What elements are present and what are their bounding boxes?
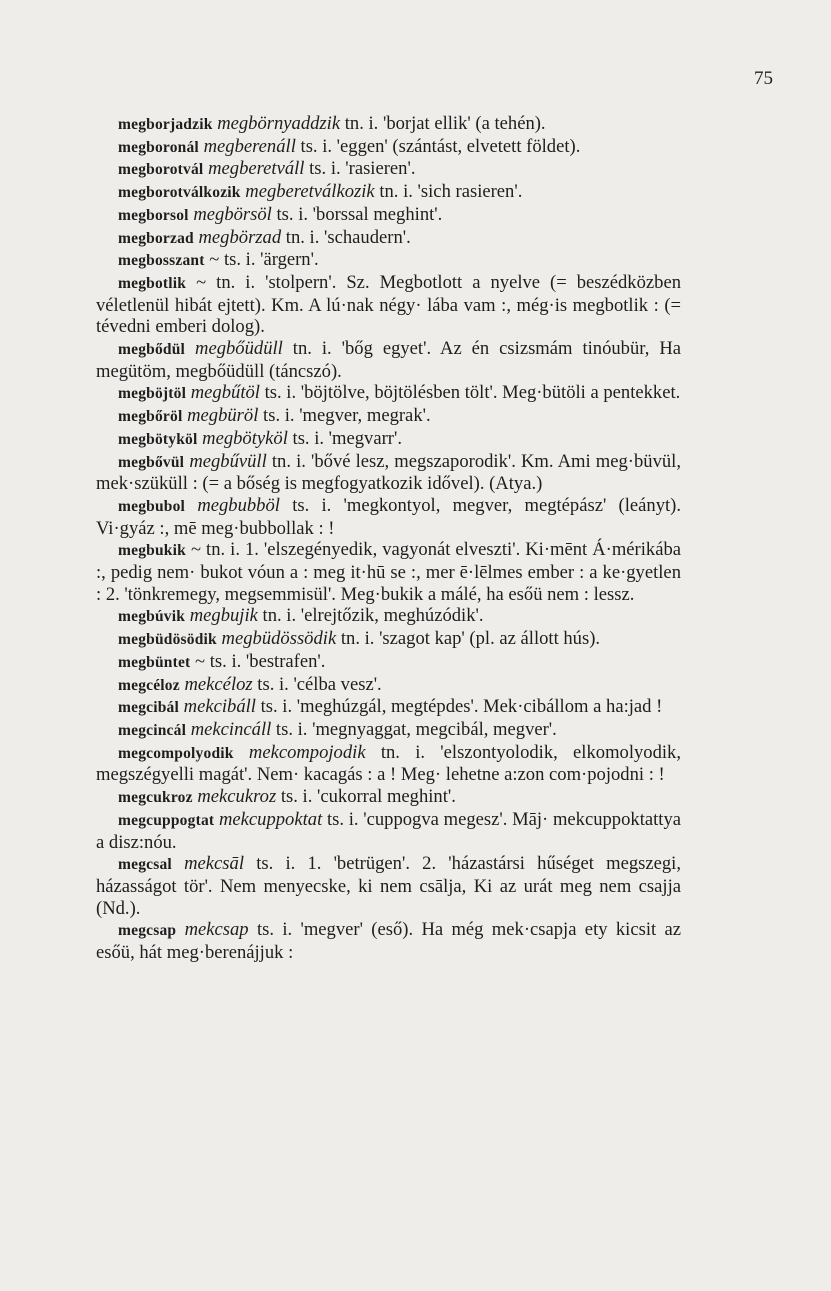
- entry-headword: megcuppogtat: [118, 811, 215, 829]
- entry: [96, 382, 681, 405]
- entry: [96, 742, 681, 786]
- entry-headword: megbosszant: [118, 252, 205, 270]
- entry: [96, 204, 681, 227]
- entry-definition: ts. i. 'cukorral meghint'.: [276, 786, 456, 808]
- entry-dialect-form: mekcéloz: [184, 673, 253, 695]
- entry-dialect-form: megbötyköl: [202, 427, 288, 449]
- entry-headword: megcéloz: [118, 676, 180, 694]
- entry-headword: megcsap: [118, 922, 177, 940]
- entry-dialect-form: megbubböl: [197, 494, 280, 516]
- entry: [96, 181, 681, 204]
- entry-headword: megboronál: [118, 138, 199, 156]
- entry-dialect-form: mekcsap: [184, 919, 249, 941]
- entry-dialect-form: mekcukroz: [197, 786, 277, 808]
- entry-definition: tn. i. 'borjat ellik' (a tehén).: [340, 113, 546, 134]
- entry-headword: megborjadzik: [118, 116, 213, 133]
- entry-dialect-form: megbüdössödik: [221, 628, 337, 650]
- entry: [96, 338, 681, 382]
- entry: [96, 674, 681, 697]
- entry-definition: tn. i. 'sich rasieren'.: [374, 181, 523, 203]
- entry-dialect-form: megbujik: [189, 605, 258, 627]
- entry-dialect-form: megbörzad: [198, 226, 282, 248]
- entry-headword: megcukroz: [118, 789, 193, 807]
- entry-headword: megbubol: [118, 497, 186, 515]
- entry: [96, 495, 681, 539]
- entry: [96, 539, 681, 605]
- entry-definition: tn. i. 'elszontyolodik, elkomolyodik, megszégyelli magát'. Nem· kacagás : a ! Meg· lehetne a:zon com·pojodni : !: [96, 741, 681, 786]
- entry-definition: ts. i. 'megnyaggat, megcibál, megver'.: [271, 718, 557, 740]
- entry-definition: tn. i. 'szagot kap' (pl. az állott hús).: [336, 628, 601, 650]
- entry-dialect-form: mekcuppoktat: [218, 808, 323, 830]
- entry-headword: megbúvik: [118, 608, 186, 626]
- entry: [96, 605, 681, 628]
- entry-dialect-form: megberetváll: [208, 158, 305, 180]
- entry-headword: megcsal: [118, 856, 172, 874]
- entry-definition: ~ tn. i. 1. 'elszegényedik, vagyonát elveszti'. Ki·mēnt Á·mérikába :, pedig nem· bukot vóun a : meg it·hū se :, mer ē·lēlmes ember : a ke·gyetlen : 2. 'tönkremegy, megsemmisül'. Meg·bukik a málé, ha esőü nem : lessz.: [96, 539, 681, 605]
- entry-definition: ts. i. 1. 'betrügen'. 2. 'házastársi hűséget megszegi, házasságot tör'. Nem menyecske, ki nem csālja, Ki az urát meg nem csajja (Nd.).: [96, 853, 681, 919]
- entry: [96, 158, 681, 181]
- entry-definition: tn. i. 'bővé lesz, megszaporodik'. Km. Ami meg·büvül, mek·szüküll : (= a bőség is megfogyatkozik idővel). (Atya.): [96, 450, 681, 495]
- entry-dialect-form: mekcsāl: [184, 853, 245, 875]
- entry: [96, 696, 681, 719]
- entry-definition: ts. i. 'borssal meghint'.: [271, 203, 443, 225]
- entry-headword: megbődül: [118, 341, 186, 359]
- entry-headword: megcompolyodik: [118, 744, 234, 762]
- entry: [96, 113, 681, 136]
- entry: [96, 227, 681, 250]
- entry-dialect-form: megbűvüll: [189, 450, 267, 472]
- entry-list: [96, 113, 681, 964]
- entry-headword: megbüdösödik: [118, 631, 217, 649]
- entry-definition: ts. i. 'megver, megrak'.: [258, 405, 431, 427]
- entry-headword: megborsol: [118, 206, 189, 224]
- entry-definition: tn. i. 'elrejtőzik, meghúzódik'.: [257, 605, 484, 627]
- entry-dialect-form: mekcompojodik: [248, 741, 366, 763]
- entry-definition: tn. i. 'schaudern'.: [281, 226, 411, 248]
- entry-definition: ts. i. 'cuppogva megesz'. Māj· mekcuppoktattya a disz:nóu.: [96, 808, 681, 853]
- entry-headword: megborotválkozik: [118, 184, 241, 202]
- entry: [96, 853, 681, 919]
- entry-definition: ts. i. 'meghúzgál, megtépdes'. Mek·cibállom a ha:jad !: [255, 696, 663, 718]
- entry: [96, 428, 681, 451]
- entry-definition: ~ ts. i. 'bestrafen'.: [190, 650, 326, 672]
- entry: [96, 809, 681, 853]
- entry-definition: ~ tn. i. 'stolpern'. Sz. Megbotlott a nyelve (= beszédközben véletlenül hibát ejtett). Km. A lú·nak négy· lába vam :, még·is megbotlik : (= tévedni emberi dolog).: [96, 271, 681, 338]
- entry: [96, 249, 681, 272]
- entry-headword: megcibál: [118, 699, 180, 717]
- entry-dialect-form: megbüröl: [187, 405, 259, 427]
- entry-definition: ts. i. 'eggen' (szántást, elvetett földet).: [295, 135, 581, 157]
- page-number: 75: [754, 68, 773, 89]
- entry: [96, 136, 681, 159]
- entry-definition: ts. i. 'böjtölve, böjtölésben tölt'. Meg·bütöli a pentekket.: [259, 382, 681, 404]
- entry: [96, 451, 681, 495]
- entry-headword: megborzad: [118, 229, 194, 247]
- entry-definition: ts. i. 'rasieren'.: [304, 158, 416, 180]
- entry-headword: megbőröl: [118, 408, 183, 426]
- entry-headword: megbüntet: [118, 653, 191, 671]
- entry-dialect-form: mekcincáll: [190, 718, 272, 740]
- entry-headword: megborotvál: [118, 161, 204, 179]
- entry-headword: megcincál: [118, 721, 187, 739]
- entry-dialect-form: megbőüdüll: [195, 338, 283, 360]
- entry: [96, 719, 681, 742]
- entry-definition: ts. i. 'megkontyol, megver, megtépász' (leányt). Vi·gyáz :, mē meg·bubbollak : !: [96, 494, 681, 539]
- entry-dialect-form: megbörsöl: [193, 203, 272, 225]
- entry-dialect-form: megbörnyaddzik: [217, 113, 341, 134]
- entry: [96, 786, 681, 809]
- entry: [96, 651, 681, 674]
- entry: [96, 405, 681, 428]
- entry-headword: megböjtöl: [118, 385, 187, 403]
- entry-dialect-form: mekcibáll: [183, 696, 256, 718]
- entry: [96, 919, 681, 963]
- entry: [96, 628, 681, 651]
- entry-definition: ts. i. 'célba vesz'.: [252, 673, 382, 695]
- entry-dialect-form: megbűtöl: [190, 382, 260, 404]
- entry-headword: megbővül: [118, 453, 185, 471]
- entry-dialect-form: megberenáll: [203, 135, 296, 157]
- entry-headword: megbotlik: [118, 274, 187, 292]
- entry-definition: ~ ts. i. 'ärgern'.: [204, 249, 319, 271]
- entry-dialect-form: megberetválkozik: [245, 181, 375, 203]
- entry: [96, 272, 681, 338]
- entry-headword: megbukik: [118, 542, 186, 560]
- entry-definition: ts. i. 'megvarr'.: [287, 427, 402, 449]
- entry-headword: megbötyköl: [118, 430, 198, 448]
- entry-definition: tn. i. 'bőg egyet'. Az én csizsmám tinóubür, Ha megütöm, megbőüdüll (táncszó).: [96, 338, 681, 382]
- entry-definition: ts. i. 'megver' (eső). Ha még mek·csapja ety kicsit az esőü, hát meg·berenájjuk :: [96, 919, 681, 964]
